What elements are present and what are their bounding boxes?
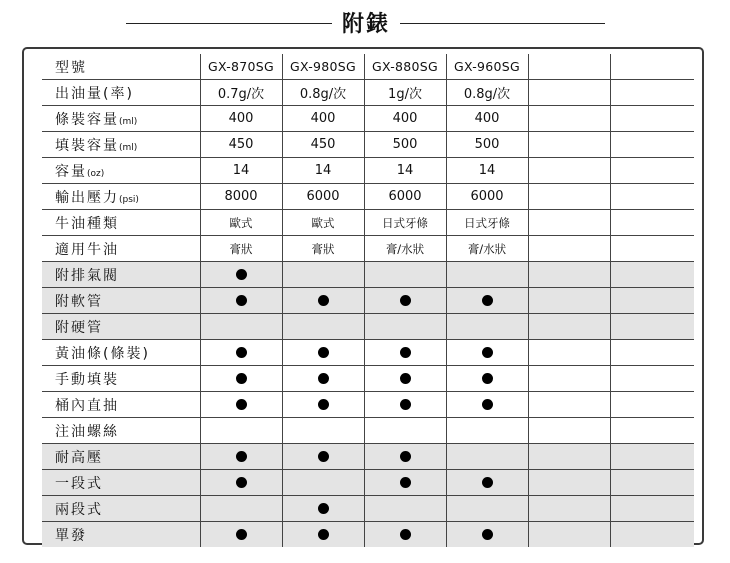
value-cell: 14: [364, 158, 446, 184]
row-label-text: 兩段式: [55, 501, 103, 518]
table-row: [42, 392, 694, 418]
table-row: [42, 444, 694, 470]
feature-cell: [446, 314, 528, 340]
filled-circle-icon: [236, 399, 247, 410]
feature-cell: [610, 340, 694, 366]
table-row: [42, 340, 694, 366]
filled-circle-icon: [400, 451, 411, 462]
filled-circle-icon: [482, 347, 493, 358]
row-label: [42, 106, 200, 132]
feature-cell: [282, 496, 364, 522]
value-cell: 500: [446, 132, 528, 158]
row-label-text: 輸出壓力: [55, 189, 119, 206]
value-cell: 450: [200, 132, 282, 158]
table-row: [42, 262, 694, 288]
value-cell: 0.8g/次: [282, 80, 364, 106]
filled-circle-icon: [318, 451, 329, 462]
row-label-text: 注油螺絲: [55, 423, 119, 440]
row-label: [42, 184, 200, 210]
filled-circle-icon: [400, 373, 411, 384]
value-cell: 1g/次: [364, 80, 446, 106]
model-header: GX-870SG: [200, 54, 282, 80]
value-cell: 400: [364, 106, 446, 132]
feature-cell: [610, 262, 694, 288]
value-cell: [528, 158, 610, 184]
row-label-text: 附排氣閥: [55, 267, 119, 284]
row-unit: (ml): [119, 116, 138, 127]
model-header: GX-880SG: [364, 54, 446, 80]
table-row: [42, 80, 694, 106]
feature-cell: [528, 444, 610, 470]
table-row: [42, 106, 694, 132]
value-cell: 膏/水狀: [364, 236, 446, 262]
row-label: [42, 262, 200, 288]
page-title: 附錶: [341, 12, 390, 37]
value-cell: [528, 210, 610, 236]
row-label: [42, 496, 200, 522]
feature-cell: [282, 340, 364, 366]
feature-cell: [364, 470, 446, 496]
filled-circle-icon: [318, 373, 329, 384]
table-row: [42, 184, 694, 210]
row-label: [42, 314, 200, 340]
feature-cell: [364, 366, 446, 392]
table-row: [42, 158, 694, 184]
feature-cell: [528, 522, 610, 548]
value-cell: [610, 184, 694, 210]
filled-circle-icon: [236, 295, 247, 306]
model-header: GX-980SG: [282, 54, 364, 80]
table-row: [42, 288, 694, 314]
feature-cell: [200, 496, 282, 522]
feature-cell: [200, 314, 282, 340]
feature-cell: [446, 340, 528, 366]
feature-cell: [528, 418, 610, 444]
feature-cell: [610, 418, 694, 444]
feature-cell: [528, 392, 610, 418]
row-label-text: 附硬管: [55, 319, 103, 336]
filled-circle-icon: [482, 295, 493, 306]
feature-cell: [364, 522, 446, 548]
value-cell: [610, 236, 694, 262]
model-header: GX-960SG: [446, 54, 528, 80]
filled-circle-icon: [318, 503, 329, 514]
filled-circle-icon: [318, 295, 329, 306]
value-cell: [528, 184, 610, 210]
feature-cell: [364, 262, 446, 288]
feature-cell: [446, 366, 528, 392]
value-cell: 6000: [446, 184, 528, 210]
row-label-text: 單發: [55, 527, 87, 544]
row-label: [42, 288, 200, 314]
header-row: [42, 54, 694, 80]
value-cell: 膏/水狀: [446, 236, 528, 262]
filled-circle-icon: [482, 477, 493, 488]
value-cell: 0.8g/次: [446, 80, 528, 106]
feature-cell: [364, 340, 446, 366]
feature-cell: [446, 392, 528, 418]
table-row: [42, 236, 694, 262]
feature-cell: [364, 418, 446, 444]
row-label-text: 牛油種類: [55, 215, 119, 232]
value-cell: [610, 106, 694, 132]
feature-cell: [610, 444, 694, 470]
feature-cell: [200, 262, 282, 288]
table-row: [42, 522, 694, 548]
value-cell: 膏狀: [200, 236, 282, 262]
feature-cell: [528, 470, 610, 496]
filled-circle-icon: [400, 347, 411, 358]
row-label-text: 容量: [55, 163, 87, 180]
feature-cell: [610, 522, 694, 548]
filled-circle-icon: [236, 347, 247, 358]
feature-cell: [446, 288, 528, 314]
filled-circle-icon: [400, 477, 411, 488]
feature-cell: [282, 522, 364, 548]
filled-circle-icon: [400, 295, 411, 306]
feature-cell: [200, 340, 282, 366]
row-label: [42, 132, 200, 158]
title-rule-right: [400, 23, 605, 24]
row-label: [42, 418, 200, 444]
feature-cell: [282, 470, 364, 496]
row-label: [42, 236, 200, 262]
feature-cell: [200, 444, 282, 470]
row-label: [42, 522, 200, 548]
feature-cell: [610, 314, 694, 340]
value-cell: [528, 132, 610, 158]
value-cell: [610, 158, 694, 184]
row-unit: (oz): [87, 168, 105, 179]
model-header: [528, 54, 610, 80]
feature-cell: [446, 444, 528, 470]
feature-cell: [610, 392, 694, 418]
feature-cell: [200, 418, 282, 444]
spec-table: [42, 54, 694, 547]
value-cell: 日式牙條: [446, 210, 528, 236]
value-cell: 400: [282, 106, 364, 132]
row-label-text: 條裝容量: [55, 111, 119, 128]
feature-cell: [282, 392, 364, 418]
feature-cell: [610, 366, 694, 392]
filled-circle-icon: [236, 373, 247, 384]
feature-cell: [528, 262, 610, 288]
feature-cell: [446, 470, 528, 496]
value-cell: 14: [200, 158, 282, 184]
value-cell: 400: [200, 106, 282, 132]
row-label-text: 耐高壓: [55, 449, 103, 466]
feature-cell: [364, 496, 446, 522]
feature-cell: [282, 444, 364, 470]
feature-cell: [282, 288, 364, 314]
filled-circle-icon: [400, 529, 411, 540]
filled-circle-icon: [400, 399, 411, 410]
value-cell: 14: [282, 158, 364, 184]
filled-circle-icon: [482, 529, 493, 540]
feature-cell: [610, 470, 694, 496]
filled-circle-icon: [318, 399, 329, 410]
row-label: [42, 158, 200, 184]
row-label: [42, 444, 200, 470]
row-unit: (psi): [119, 194, 139, 205]
value-cell: 400: [446, 106, 528, 132]
feature-cell: [446, 522, 528, 548]
table-row: [42, 366, 694, 392]
row-label: [42, 340, 200, 366]
row-label-text: 填裝容量: [55, 137, 119, 154]
value-cell: 8000: [200, 184, 282, 210]
feature-cell: [364, 314, 446, 340]
row-label-text: 附軟管: [55, 293, 103, 310]
feature-cell: [528, 288, 610, 314]
value-cell: 500: [364, 132, 446, 158]
row-unit: (ml): [119, 142, 138, 153]
filled-circle-icon: [236, 477, 247, 488]
feature-cell: [446, 262, 528, 288]
table-row: [42, 314, 694, 340]
value-cell: 0.7g/次: [200, 80, 282, 106]
value-cell: 6000: [282, 184, 364, 210]
feature-cell: [282, 418, 364, 444]
value-cell: 14: [446, 158, 528, 184]
value-cell: [528, 236, 610, 262]
feature-cell: [282, 262, 364, 288]
page-title-block: [0, 4, 730, 38]
row-label: [42, 392, 200, 418]
value-cell: 膏狀: [282, 236, 364, 262]
row-label-text: 一段式: [55, 475, 103, 492]
value-cell: [528, 106, 610, 132]
header-label: 型號: [42, 54, 200, 80]
feature-cell: [364, 392, 446, 418]
value-cell: 450: [282, 132, 364, 158]
value-cell: [610, 132, 694, 158]
filled-circle-icon: [236, 269, 247, 280]
feature-cell: [446, 496, 528, 522]
value-cell: 日式牙條: [364, 210, 446, 236]
filled-circle-icon: [318, 529, 329, 540]
value-cell: 歐式: [282, 210, 364, 236]
table-row: [42, 470, 694, 496]
model-header: [610, 54, 694, 80]
feature-cell: [528, 340, 610, 366]
feature-cell: [200, 392, 282, 418]
filled-circle-icon: [236, 529, 247, 540]
feature-cell: [364, 444, 446, 470]
feature-cell: [282, 314, 364, 340]
feature-cell: [200, 366, 282, 392]
feature-cell: [200, 470, 282, 496]
feature-cell: [610, 496, 694, 522]
row-label-text: 桶內直抽: [55, 397, 119, 414]
feature-cell: [528, 314, 610, 340]
feature-cell: [528, 366, 610, 392]
feature-cell: [364, 288, 446, 314]
row-label: [42, 80, 200, 106]
filled-circle-icon: [482, 373, 493, 384]
feature-cell: [282, 366, 364, 392]
value-cell: [528, 80, 610, 106]
row-label: [42, 366, 200, 392]
row-label-text: 黃油條(條裝): [55, 345, 150, 362]
feature-cell: [446, 418, 528, 444]
spec-table-body: [42, 54, 694, 547]
feature-cell: [200, 288, 282, 314]
row-label: [42, 470, 200, 496]
filled-circle-icon: [482, 399, 493, 410]
value-cell: [610, 210, 694, 236]
row-label-text: 適用牛油: [55, 241, 119, 258]
table-row: [42, 132, 694, 158]
table-row: [42, 418, 694, 444]
table-row: [42, 210, 694, 236]
filled-circle-icon: [318, 347, 329, 358]
row-label-text: 出油量(率): [55, 85, 134, 102]
value-cell: 歐式: [200, 210, 282, 236]
title-rule-left: [126, 23, 332, 24]
table-row: [42, 496, 694, 522]
value-cell: [610, 80, 694, 106]
row-label-text: 手動填裝: [55, 371, 119, 388]
value-cell: 6000: [364, 184, 446, 210]
feature-cell: [610, 288, 694, 314]
feature-cell: [200, 522, 282, 548]
feature-cell: [528, 496, 610, 522]
filled-circle-icon: [236, 451, 247, 462]
row-label: [42, 210, 200, 236]
